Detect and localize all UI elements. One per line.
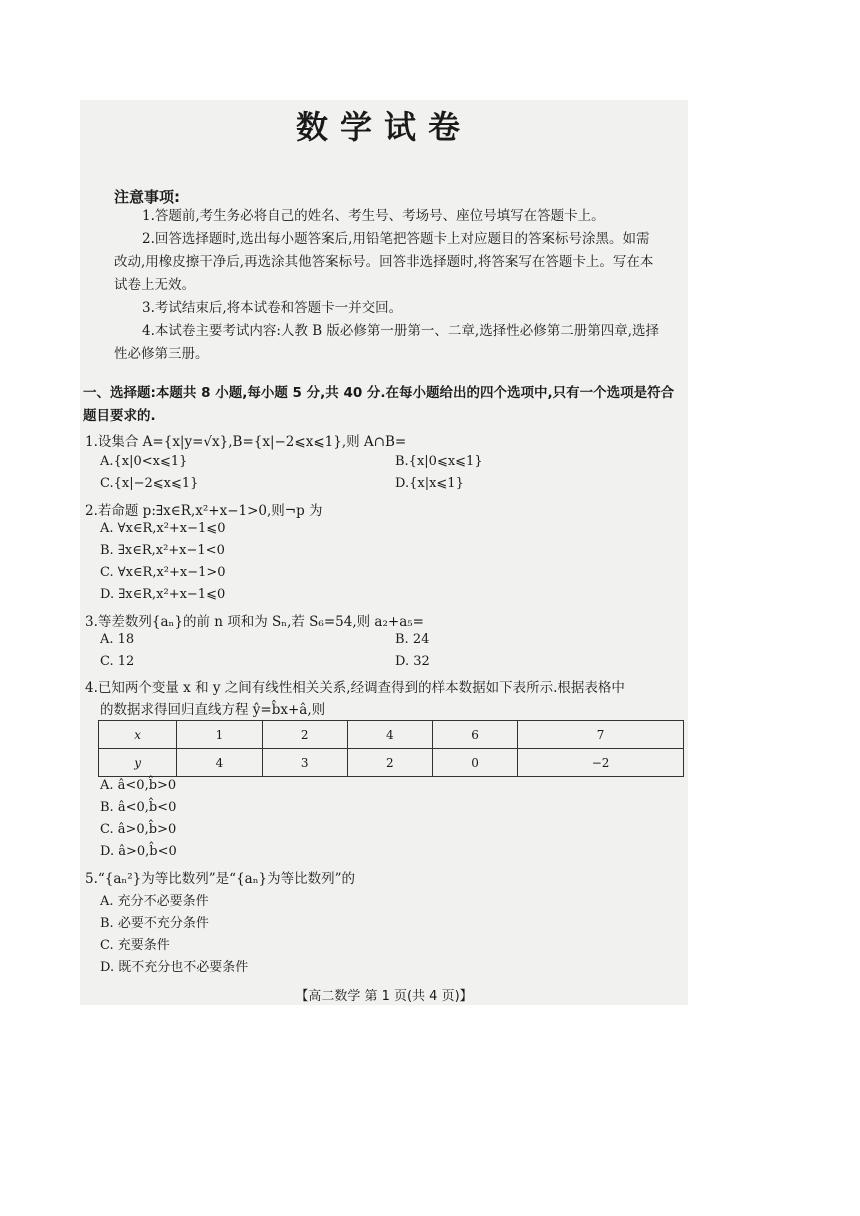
notice-item: 4.本试卷主要考试内容:人教 B 版必修第一册第一、二章,选择性必修第二册第四章,选择性必修第三册。	[114, 323, 660, 362]
q1-option-c: C.{x|−2⩽x⩽1}	[100, 476, 199, 491]
table-cell: 6	[432, 721, 517, 749]
table-cell: 2	[347, 749, 432, 777]
page-footer: 【高二数学 第 1 页(共 4 页)】	[295, 989, 473, 1004]
q1-option-b: B.{x|0⩽x⩽1}	[395, 454, 483, 469]
q3-option-c: C. 12	[100, 654, 135, 669]
page-title: 数学试卷	[295, 108, 472, 146]
question-4-stem: 4.已知两个变量 x 和 y 之间有线性相关关系,经调查得到的样本数据如下表所示.根据表格中	[85, 680, 625, 696]
q4-option-b: B. â<0,b̂<0	[100, 800, 177, 815]
q5-option-b: B. 必要不充分条件	[100, 916, 209, 931]
q3-option-d: D. 32	[395, 654, 430, 669]
q1-option-a: A.{x|0<x⩽1}	[100, 454, 188, 469]
q5-option-d: D. 既不充分也不必要条件	[100, 960, 249, 975]
q3-option-a: A. 18	[100, 632, 135, 647]
q2-option-b: B. ∃x∈R,x²+x−1<0	[100, 543, 225, 558]
table-cell: x	[99, 721, 177, 749]
notice-item: 2.回答选择题时,选出每小题答案后,用铅笔把答题卡上对应题目的答案标号涂黑。如需改动,用橡皮擦干净后,再选涂其他答案标号。回答非选择题时,将答案写在答题卡上。写在本试卷上无效。	[114, 231, 654, 293]
question-4-stem-cont: 的数据求得回归直线方程 ŷ=b̂x+â,则	[100, 702, 326, 718]
q2-option-c: C. ∀x∈R,x²+x−1>0	[100, 565, 226, 580]
q5-option-a: A. 充分不必要条件	[100, 894, 209, 909]
q4-option-a: A. â<0,b̂>0	[100, 778, 177, 793]
table-cell: 4	[177, 749, 262, 777]
question-1-stem: 1.设集合 A={x|y=√x},B={x|−2⩽x⩽1},则 A∩B=	[85, 434, 407, 450]
table-cell: 2	[262, 721, 347, 749]
table-row-x	[99, 721, 684, 749]
table-cell: 4	[347, 721, 432, 749]
table-cell: y	[99, 749, 177, 777]
question-3-stem: 3.等差数列{aₙ}的前 n 项和为 Sₙ,若 S₆=54,则 a₂+a₅=	[85, 614, 424, 630]
notice-item: 3.考试结束后,将本试卷和答题卡一并交回。	[142, 300, 403, 316]
q2-option-d: D. ∃x∈R,x²+x−1⩽0	[100, 587, 226, 602]
sample-data-table	[98, 720, 684, 777]
notice-item: 1.答题前,考生务必将自己的姓名、考生号、考场号、座位号填写在答题卡上。	[142, 208, 605, 224]
notice-heading: 注意事项:	[114, 188, 180, 206]
table-cell: 1	[177, 721, 262, 749]
q2-option-a: A. ∀x∈R,x²+x−1⩽0	[100, 521, 226, 536]
notice-list	[114, 205, 662, 366]
section-heading: 一、选择题:本题共 8 小题,每小题 5 分,共 40 分.在每小题给出的四个选项中,只有一个选项是符合题目要求的.	[83, 385, 675, 424]
table-cell: 7	[518, 721, 684, 749]
table-cell: 0	[432, 749, 517, 777]
table-row-y	[99, 749, 684, 777]
table-cell: 3	[262, 749, 347, 777]
question-5-stem: 5.“{aₙ²}为等比数列”是“{aₙ}为等比数列”的	[85, 871, 356, 887]
question-2-stem: 2.若命题 p:∃x∈R,x²+x−1>0,则¬p 为	[85, 503, 323, 519]
q4-option-c: C. â>0,b̂>0	[100, 822, 177, 837]
q4-option-d: D. â>0,b̂<0	[100, 844, 177, 859]
q3-option-b: B. 24	[395, 632, 430, 647]
q5-option-c: C. 充要条件	[100, 938, 170, 953]
table-cell: −2	[518, 749, 684, 777]
q1-option-d: D.{x|x⩽1}	[395, 476, 464, 491]
